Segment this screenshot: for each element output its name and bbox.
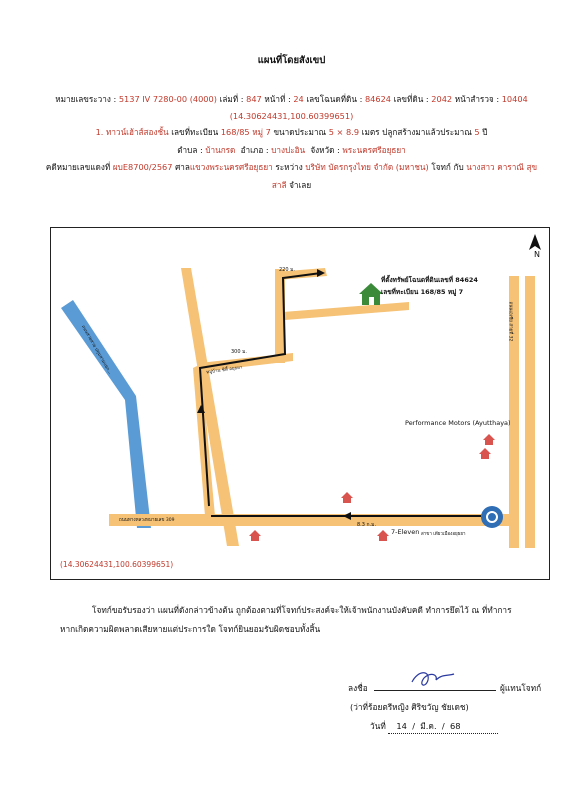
map-panel xyxy=(50,227,550,580)
building-type: 1. ทาวน์เฮ้าส์สองชั้น xyxy=(95,127,169,137)
case-row-2 xyxy=(0,180,583,191)
deed-no-label: เลขโฉนดที่ดิน : xyxy=(306,94,365,104)
between-label: ระหว่าง xyxy=(272,162,306,172)
deed-map-label: หมายเลขระวาง : xyxy=(55,94,119,104)
coordinates-map: (14.30624431,100.60399651) xyxy=(60,560,174,569)
case-row xyxy=(0,162,583,173)
river xyxy=(61,300,151,528)
house-icon xyxy=(359,283,383,305)
plaintiff-name: บริษัท บัตรกรุงไทย จำกัด (มหาชน) xyxy=(305,162,429,172)
case-number: ผบE8700/2567 xyxy=(112,162,173,172)
province-value: พระนครศรีอยุธยา xyxy=(342,145,406,155)
property-label-2: เลขที่ทะเบียน 168/85 หมู่ 7 xyxy=(381,288,464,296)
court-name: แขวงพระนครศรีอยุธยา xyxy=(189,162,273,172)
building-reg-value: 168/85 หมู่ 7 xyxy=(220,127,271,137)
signature-label: ลงชื่อ xyxy=(348,683,368,693)
deed-info-row xyxy=(0,94,583,105)
subdistrict-label: ตำบล : xyxy=(177,145,206,155)
survey-label: หน้าสำรวจ : xyxy=(454,94,502,104)
deed-book-label: เล่มที่ : xyxy=(219,94,247,104)
signature-line xyxy=(374,690,496,691)
defendant-name: นางสาว คาราณี สุข xyxy=(466,162,538,172)
building-size-value: 5 × 8.9 xyxy=(328,127,360,137)
page-title: แผนที่โดยสังเขป xyxy=(257,55,326,66)
building-reg-label: เลขที่ทะเบียน xyxy=(168,127,221,137)
signature-role: ผู้แทนโจทก์ xyxy=(500,683,542,693)
signature-name: (ว่าที่ร้อยตรีหญิง ศิริขวัญ ชัยเดช) xyxy=(350,702,469,712)
statement-line-1: โจทก์ขอรับรองว่า แผนที่ดังกล่าวข้างต้น ถูกต้องตามที่โจทก์ประสงค์จะให้เจ้าพนักงานบังคับคดี ทำการยึดไว้ ณ ที่ทำการ xyxy=(92,605,512,615)
land-no-label: เลขที่ดิน : xyxy=(393,94,432,104)
province-label: จังหวัด : xyxy=(310,145,343,155)
north-arrow-icon xyxy=(529,234,541,250)
date-separator: / xyxy=(441,721,445,731)
court-label: ศาล xyxy=(172,162,190,172)
landmark-7eleven-branch: สาขา เดียวเมืองอยุธยา xyxy=(421,532,466,537)
deed-page-value: 24 xyxy=(293,94,304,104)
date-field xyxy=(388,719,498,734)
pin-icon xyxy=(249,530,261,541)
pin-icon xyxy=(483,434,495,445)
road-route-label: ถนนทางหลวงหมายเลข 309 xyxy=(119,518,175,523)
building-age-value: 5 xyxy=(474,127,480,137)
building-row xyxy=(0,127,583,138)
landmark-performance-motors: Performance Motors (Ayutthaya) xyxy=(405,419,511,427)
distance-mid: 300 ม. xyxy=(231,349,248,355)
signature-date xyxy=(370,719,498,734)
date-day: 14 xyxy=(396,721,407,731)
north-label: N xyxy=(534,250,540,259)
pin-icon xyxy=(341,492,353,503)
deed-book-value: 847 xyxy=(246,94,262,104)
road-right-label: ถนนเอเชีย สายที่ 32 xyxy=(507,301,513,342)
property-label-1: ที่ตั้งทรัพย์โฉนดที่ดินเลขที่ 84624 xyxy=(381,276,478,284)
land-no-value: 2042 xyxy=(431,94,453,104)
building-age-label: เมตร ปลูกสร้างมาแล้วประมาณ xyxy=(359,127,475,137)
roundabout-icon xyxy=(481,506,503,528)
date-separator: / xyxy=(412,721,416,731)
statement-line-2: หากเกิดความผิดพลาดเสียหายแต่ประการใด โจทก์ยินยอมรับผิดชอบทั้งสิ้น xyxy=(60,624,321,634)
defendant-label: จำเลย xyxy=(286,180,312,190)
subdistrict-value: บ้านกรด xyxy=(205,145,236,155)
date-year: 68 xyxy=(449,721,461,731)
date-month: มี.ค. xyxy=(420,721,437,731)
pin-icon xyxy=(377,530,389,541)
deed-map-value: 5137 IV 7280-00 (4000) xyxy=(118,94,217,104)
defendant-name-cont: สาลี xyxy=(271,180,287,190)
deed-no-value: 84624 xyxy=(364,94,391,104)
deed-page-label: หน้าที่ : xyxy=(264,94,294,104)
building-size-label: ขนาดประมาณ xyxy=(270,127,329,137)
road-right-2 xyxy=(525,276,535,548)
building-age-unit: ปี xyxy=(479,127,488,137)
case-label: คดีหมายเลขแดงที่ xyxy=(45,162,113,172)
date-label: วันที่ xyxy=(370,721,386,731)
pin-icon xyxy=(479,448,491,459)
district-label: อำเภอ : xyxy=(240,145,272,155)
location-row xyxy=(0,145,583,156)
plaintiff-label: โจทก์ กับ xyxy=(428,162,467,172)
signature-scribble xyxy=(408,668,458,690)
coordinates-top: (14.30624431,100.60399651) xyxy=(229,111,354,121)
landmark-7eleven: 7-Eleven xyxy=(391,528,420,536)
district-value: บางปะอิน xyxy=(271,145,306,155)
distance-bottom: 8.3 ก.ม. xyxy=(357,522,377,528)
road-village-branch xyxy=(283,302,409,320)
survey-value: 10404 xyxy=(501,94,528,104)
distance-top: 220 ม. xyxy=(279,267,296,273)
road-main-label: ถนนสายสาย ปทุมสามแยก... xyxy=(79,324,113,376)
road-village-label: หมู่บ้าน ซิตี้ อยุธยา xyxy=(205,365,243,376)
